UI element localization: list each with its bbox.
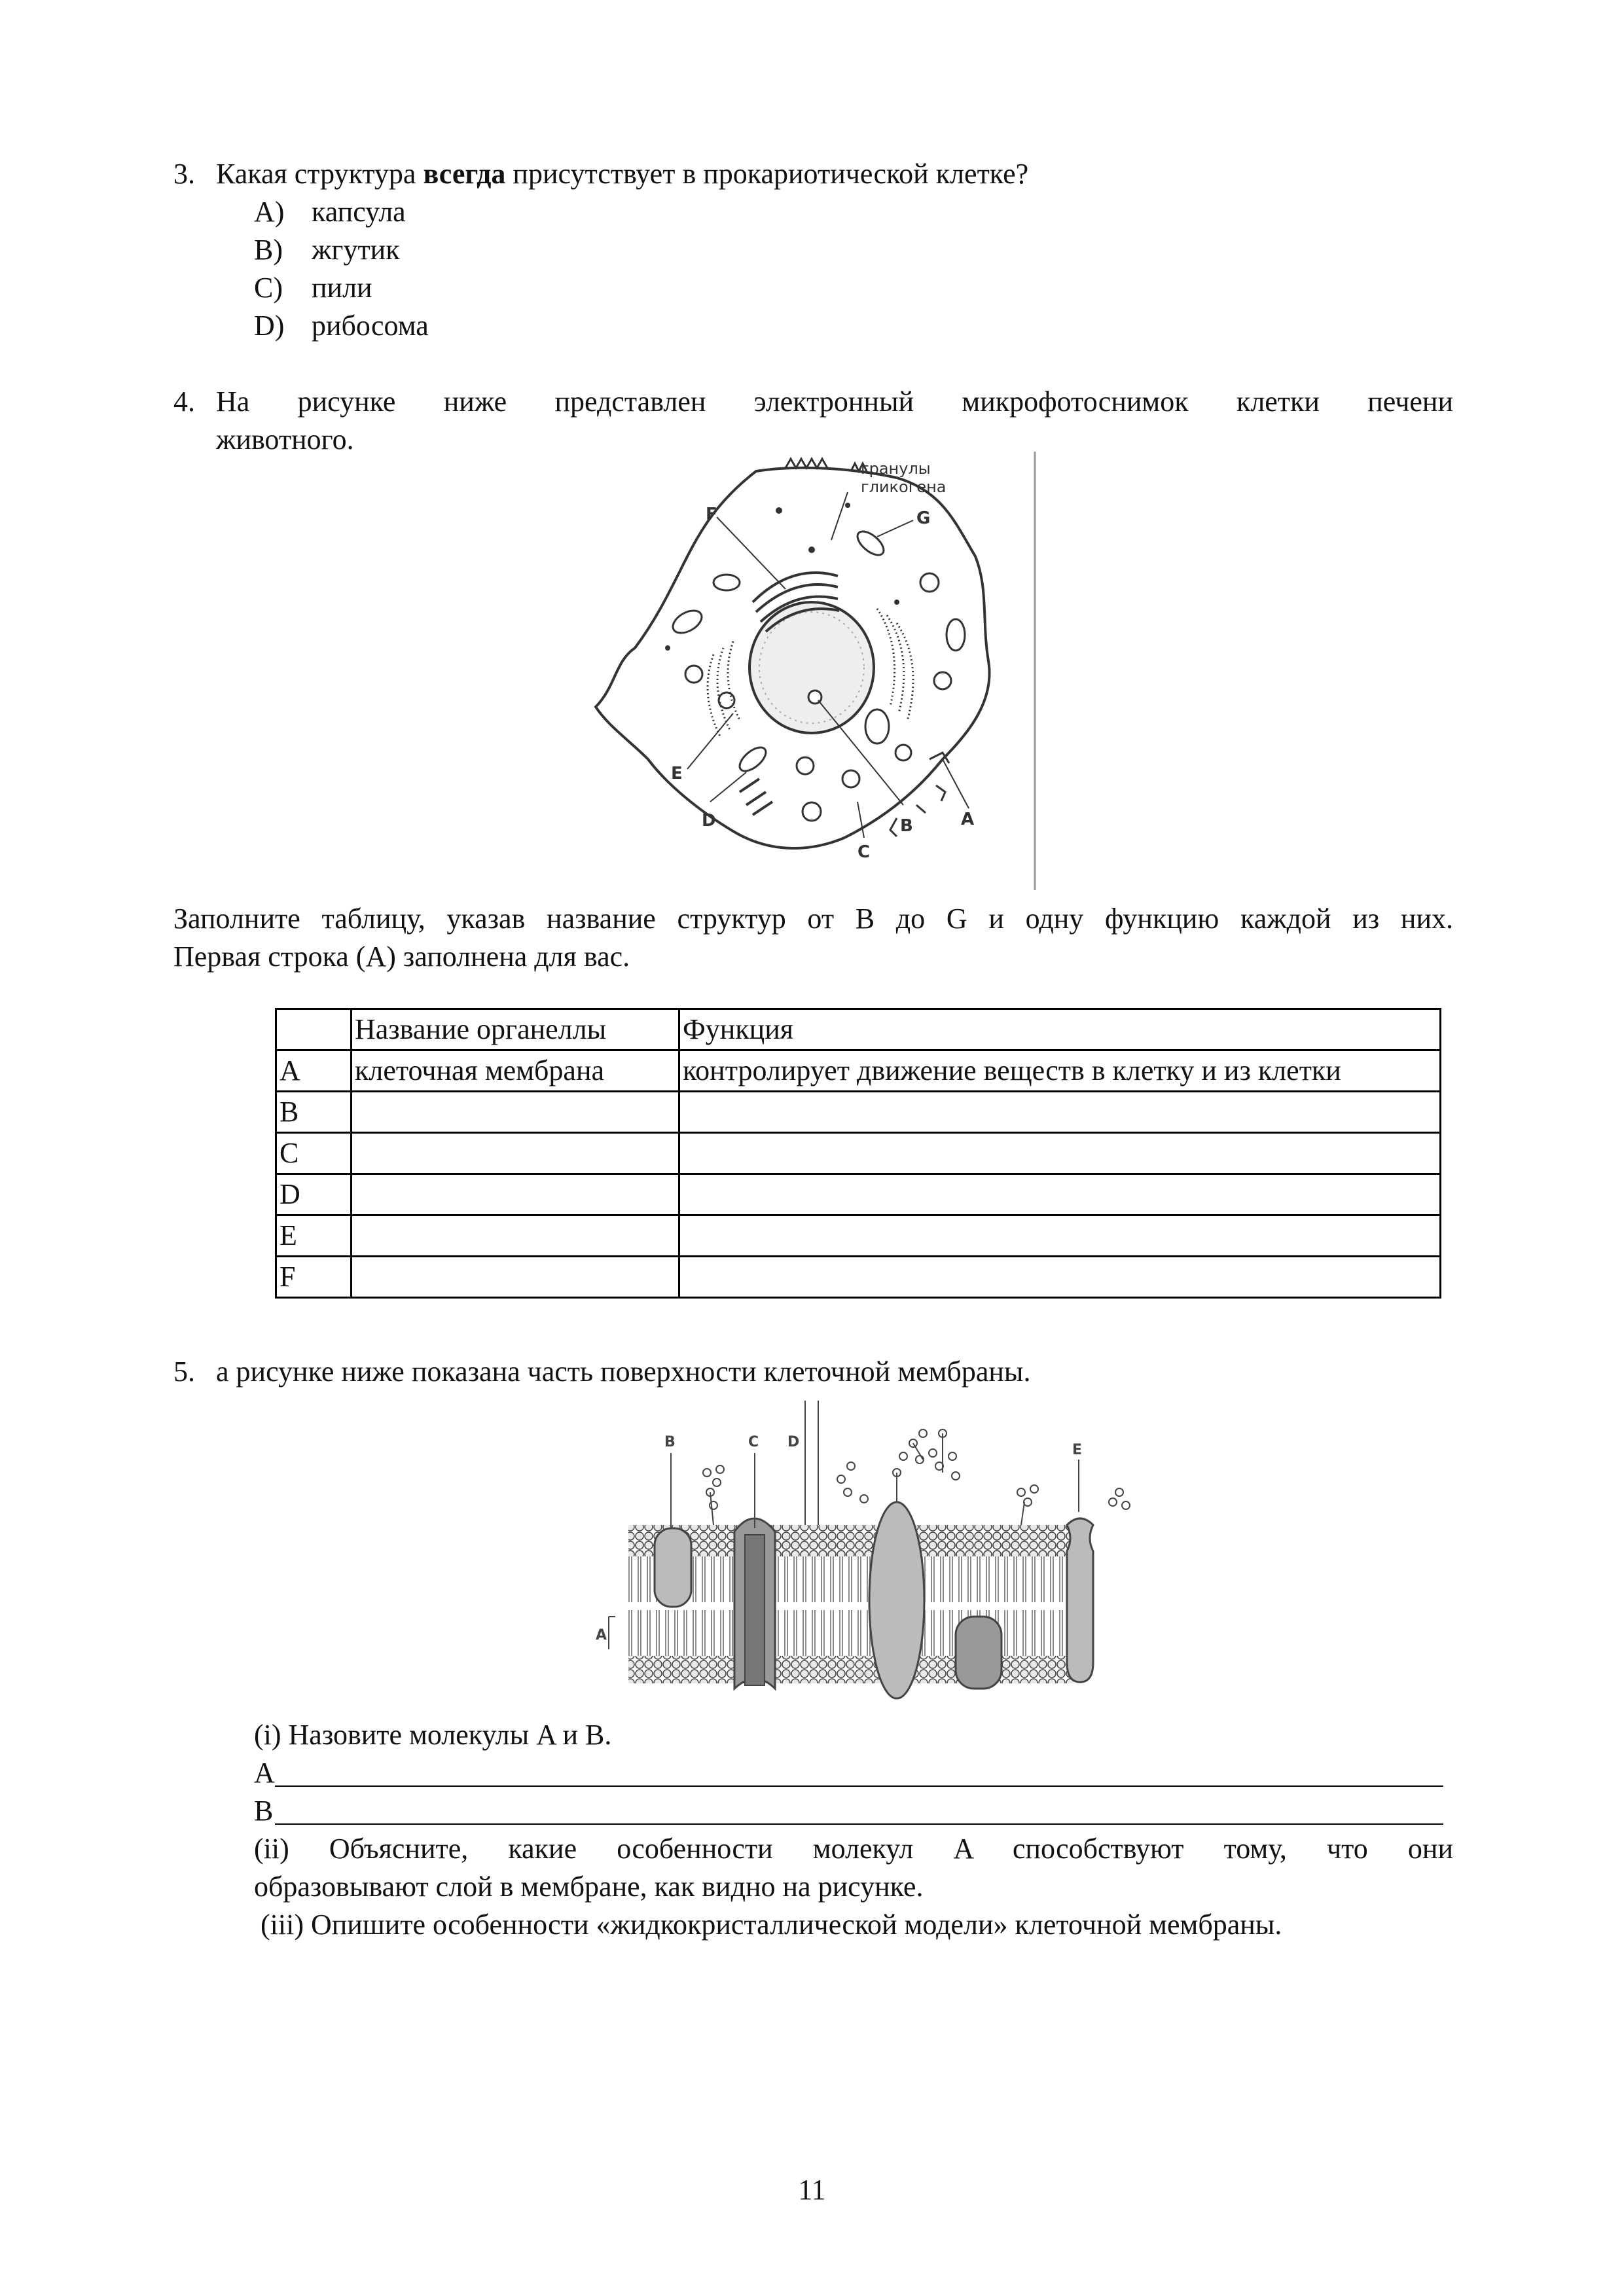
organelle-table — [275, 1008, 1441, 1299]
q5-sub-ii-line1: (ii) Объясните, какие особенности молекул A способствуют тому, что они — [254, 1833, 1453, 1865]
liver-cell-figure — [589, 452, 1041, 890]
page-number: 11 — [798, 2174, 826, 2206]
q4-text-line1: На рисунке ниже представлен электронный микрофотоснимок клетки печени — [216, 386, 1453, 418]
organelle-function-answer[interactable] — [679, 1092, 1441, 1133]
table-row — [276, 1257, 1441, 1298]
q5-number: 5. — [173, 1355, 195, 1388]
label-glycogen-2: гликогена — [861, 478, 947, 496]
q3-text-bold: всегда — [423, 158, 506, 190]
table-row — [276, 1092, 1441, 1133]
organelle-function-answer[interactable] — [679, 1257, 1441, 1298]
q5-sub-iii: (iii) Опишите особенности «жидкокристаллической модели» клеточной мембраны. — [261, 1909, 1282, 1941]
q4-instruction-line1: Заполните таблицу, указав название структур от B до G и одну функцию каждой из них. — [173, 903, 1453, 935]
cell-label-g: G — [916, 509, 931, 528]
q3-number: 3. — [173, 158, 195, 190]
q3-option-b — [254, 231, 400, 269]
membrane-label-e: E — [1072, 1442, 1083, 1458]
row-letter: E — [276, 1215, 352, 1257]
cell-label-d: D — [702, 811, 716, 831]
cell-label-e: E — [671, 764, 683, 783]
cell-label-c: C — [857, 842, 871, 862]
cell-label-f: F — [706, 505, 717, 524]
membrane-label-c: C — [748, 1434, 759, 1450]
row-letter: B — [276, 1092, 352, 1133]
table-row — [276, 1174, 1441, 1215]
organelle-function-answer[interactable] — [679, 1174, 1441, 1215]
organelle-name-answer[interactable] — [352, 1133, 679, 1174]
membrane-label-d: D — [787, 1434, 800, 1450]
membrane-figure — [589, 1394, 1152, 1715]
table-header-row — [276, 1009, 1441, 1050]
q3-option-d — [254, 307, 429, 345]
organelle-name-answer[interactable] — [352, 1215, 679, 1257]
organelle-name-answer[interactable] — [352, 1174, 679, 1215]
row-letter: F — [276, 1257, 352, 1298]
table-header-cell: Функция — [679, 1009, 1441, 1050]
cell-label-b: B — [900, 816, 913, 836]
organelle-function-answer[interactable] — [679, 1215, 1441, 1257]
q5-answer-a-label: A — [254, 1757, 275, 1789]
q5-answer-a-line[interactable] — [275, 1785, 1443, 1787]
table-row — [276, 1133, 1441, 1174]
q5-sub-i: (i) Назовите молекулы A и B. — [254, 1719, 612, 1751]
option-text: капсула — [312, 196, 406, 228]
membrane-label-b: B — [664, 1434, 676, 1450]
organelle-function: контролирует движение веществ в клетку и из клетки — [679, 1050, 1441, 1092]
option-letter: A) — [254, 196, 285, 228]
row-letter: C — [276, 1133, 352, 1174]
q5-answer-b-line[interactable] — [275, 1823, 1443, 1825]
q3-option-c — [254, 269, 372, 307]
q3-text-after: присутствует в прокариотической клетке? — [505, 158, 1029, 190]
organelle-name-answer[interactable] — [352, 1257, 679, 1298]
option-text: жгутик — [312, 234, 400, 266]
cell-label-a: A — [961, 810, 975, 829]
option-letter: C) — [254, 272, 283, 304]
organelle-function-answer[interactable] — [679, 1133, 1441, 1174]
q4-text-line2: животного. — [216, 423, 354, 456]
organelle-name: клеточная мембрана — [352, 1050, 679, 1092]
q5-answer-b-label: B — [254, 1795, 274, 1827]
option-text: рибосома — [312, 310, 429, 342]
label-glycogen-1: гранулы — [861, 459, 931, 478]
q3-text-before: Какая структура — [216, 158, 424, 190]
organelle-name-answer[interactable] — [352, 1092, 679, 1133]
option-letter: D) — [254, 310, 285, 342]
row-letter: D — [276, 1174, 352, 1215]
table-header-cell: Название органеллы — [352, 1009, 679, 1050]
option-text: пили — [312, 272, 372, 304]
table-row — [276, 1050, 1441, 1092]
q4-number: 4. — [173, 386, 195, 418]
q5-sub-ii-line2: образовывают слой в мембране, как видно на рисунке. — [254, 1871, 924, 1903]
row-letter: A — [276, 1050, 352, 1092]
q3-option-a — [254, 193, 406, 231]
option-letter: B) — [254, 234, 283, 266]
q3-question — [216, 155, 1028, 193]
membrane-label-a: A — [596, 1627, 607, 1643]
q4-instruction-line2: Первая строка (A) заполнена для вас. — [173, 941, 630, 973]
table-header-cell — [276, 1009, 352, 1050]
table-row — [276, 1215, 1441, 1257]
q5-text: а рисунке ниже показана часть поверхности клеточной мембраны. — [216, 1355, 1031, 1388]
